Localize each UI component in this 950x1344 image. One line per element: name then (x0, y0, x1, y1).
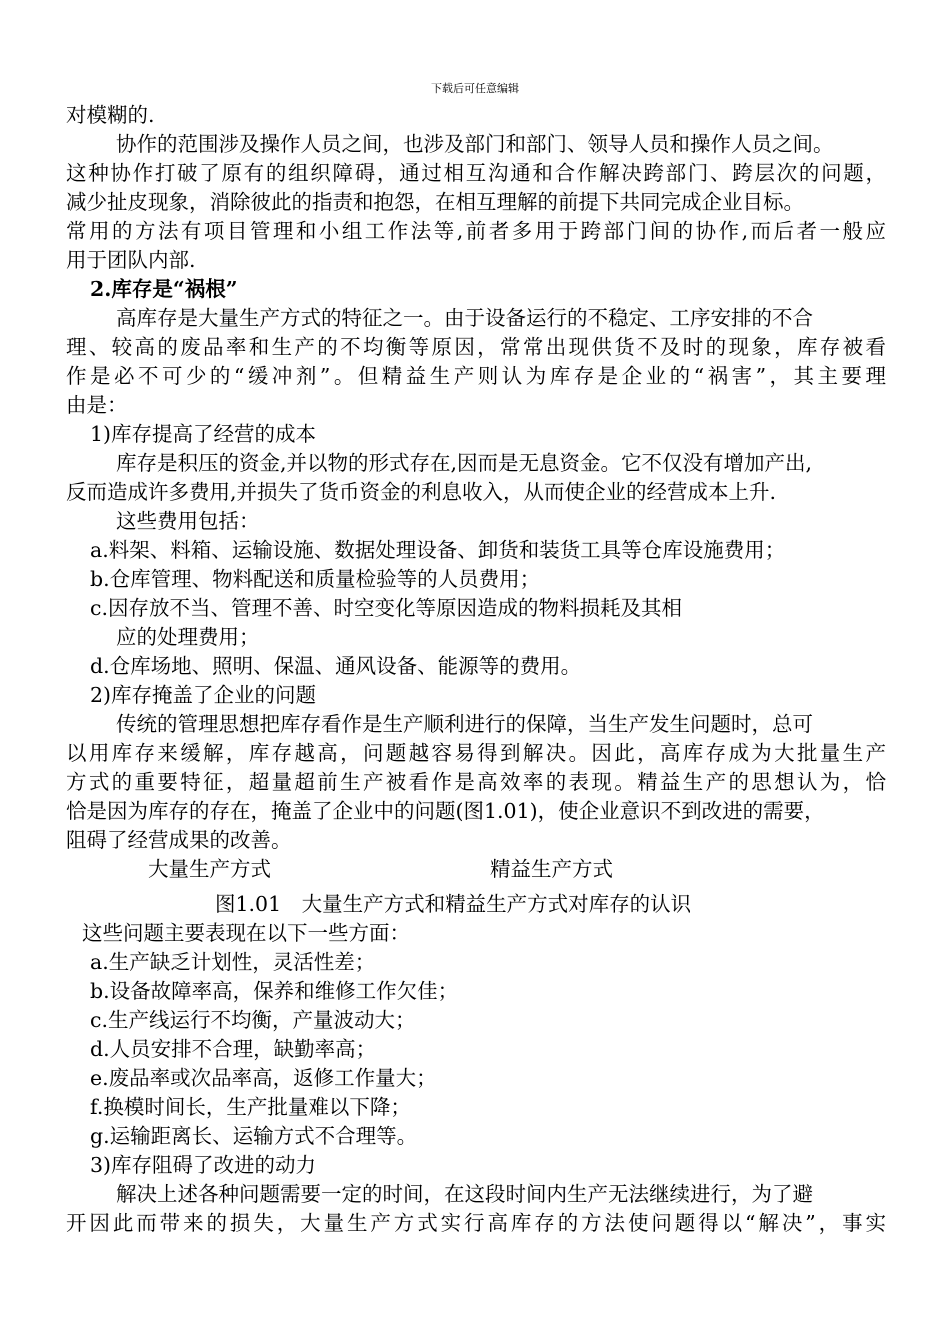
text-line: 开因此而带来的损失，大量生产方式实行高库存的方法使问题得以“解决”，事实 (66, 1211, 886, 1235)
subheading: 3)库存阻碍了改进的动力 (90, 1153, 317, 1177)
list-item: g.运输距离长、运输方式不合理等。 (90, 1124, 418, 1148)
list-item: f.换模时间长，生产批量难以下降； (90, 1095, 411, 1119)
text-line: 方式的重要特征，超量超前生产被看作是高效率的表现。精益生产的思想认为，恰 (66, 770, 886, 794)
list-item: a.生产缺乏计划性，灵活性差； (90, 950, 376, 974)
text-line: 传统的管理思想把库存看作是生产顺利进行的保障，当生产发生问题时，总可 (116, 712, 813, 736)
list-item: b.设备故障率高，保养和维修工作欠佳； (90, 979, 459, 1003)
section-heading: 2.库存是“祸根” (90, 277, 238, 301)
text-line: 解决上述各种问题需要一定的时间，在这段时间内生产无法继续进行，为了避 (116, 1182, 813, 1206)
text-line: 反而造成许多费用,并损失了货币资金的利息收入，从而使企业的经营成本上升. (66, 480, 777, 504)
text-line: 这些问题主要表现在以下一些方面： (82, 921, 410, 945)
text-line: 这种协作打破了原有的组织障碍，通过相互沟通和合作解决跨部门、跨层次的问题， (66, 161, 886, 185)
list-item: c.因存放不当、管理不善、时空变化等原因造成的物料损耗及其相 (90, 596, 682, 620)
list-item: e.废品率或次品率高，返修工作量大； (90, 1066, 437, 1090)
text-line: 常用的方法有项目管理和小组工作法等,前者多用于跨部门间的协作,而后者一般应 (66, 219, 886, 243)
text-line: 协作的范围涉及操作人员之间，也涉及部门和部门、领导人员和操作人员之间。 (116, 132, 834, 156)
page-header: 下载后可任意编辑 (431, 82, 519, 95)
text-line: 作是必不可少的“缓冲剂”。但精益生产则认为库存是企业的“祸害”，其主要理 (66, 364, 886, 388)
list-item: a.料架、料箱、运输设施、数据处理设备、卸货和装货工具等仓库设施费用； (90, 538, 786, 562)
text-line: 恰是因为库存的存在，掩盖了企业中的问题(图1.01)，使企业意识不到改进的需要， (66, 799, 825, 823)
figure-label-left: 大量生产方式 (148, 857, 271, 881)
list-item-continuation: 应的处理费用； (116, 625, 260, 649)
text-line: 阻碍了经营成果的改善。 (66, 828, 292, 852)
list-item: d.仓库场地、照明、保温、通风设备、能源等的费用。 (90, 654, 582, 678)
subheading: 1)库存提高了经营的成本 (90, 422, 317, 446)
figure-caption: 图1.01 大量生产方式和精益生产方式对库存的认识 (215, 892, 692, 916)
list-item: d.人员安排不合理，缺勤率高； (90, 1037, 377, 1061)
list-item: c.生产线运行不均衡，产量波动大； (90, 1008, 416, 1032)
list-item: b.仓库管理、物料配送和质量检验等的人员费用； (90, 567, 541, 591)
text-line: 高库存是大量生产方式的特征之一。由于设备运行的不稳定、工序安排的不合 (116, 306, 813, 330)
text-line: 库存是积压的资金,并以物的形式存在,因而是无息资金。它不仅没有增加产出, (116, 451, 813, 475)
figure-label-right: 精益生产方式 (490, 857, 613, 881)
text-line: 这些费用包括： (116, 509, 260, 533)
text-line: 以用库存来缓解，库存越高，问题越容易得到解决。因此，高库存成为大批量生产 (66, 741, 886, 765)
text-line: 理、较高的废品率和生产的不均衡等原因，常常出现供货不及时的现象，库存被看 (66, 335, 886, 359)
text-line: 减少扯皮现象，消除彼此的指责和抱怨，在相互理解的前提下共同完成企业目标。 (66, 190, 804, 214)
text-line: 由是： (66, 393, 128, 417)
text-line: 对模糊的. (66, 103, 155, 127)
text-line: 用于团队内部. (66, 248, 196, 272)
subheading: 2)库存掩盖了企业的问题 (90, 683, 317, 707)
